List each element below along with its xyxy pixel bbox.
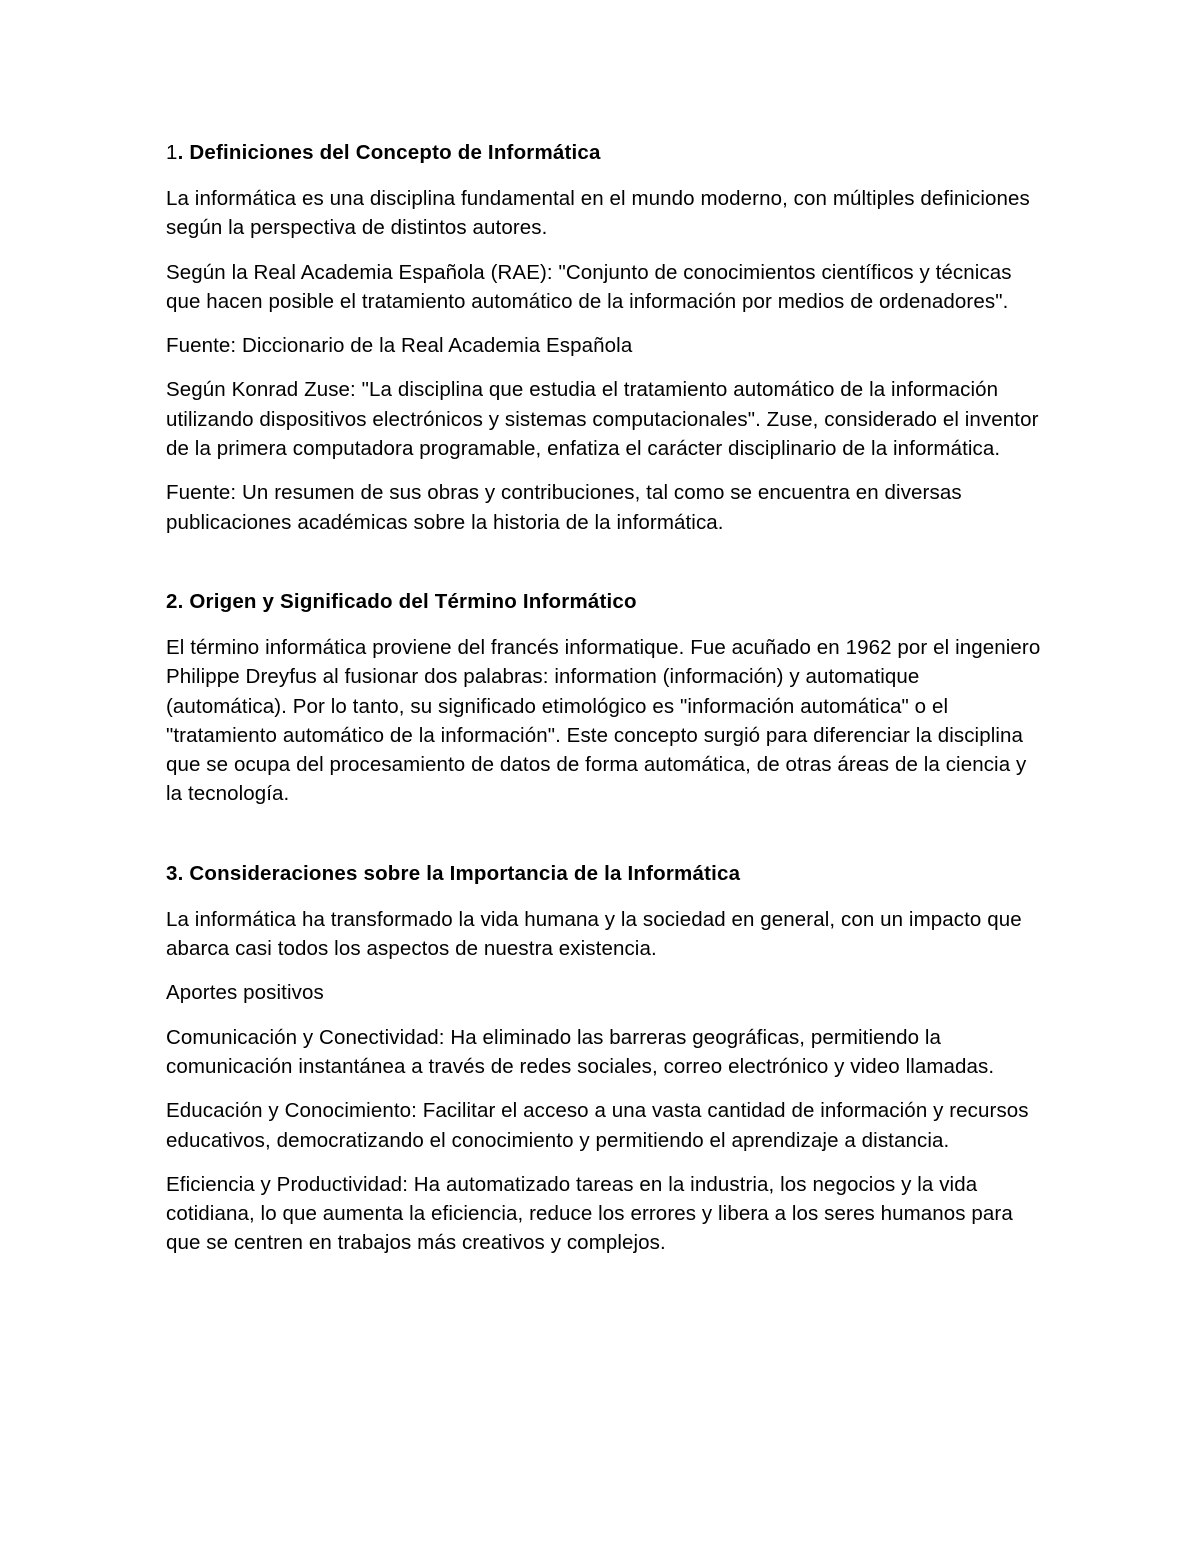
section-importancia: [166, 859, 1046, 1258]
paragraph: Según Konrad Zuse: "La disciplina que estudia el tratamiento automático de la información utilizando dispositivos electrónicos y sistemas computacionales". Zuse, considerado el inventor de la primera computadora programable, enfatiza el carácter disciplinario de la informática.: [166, 378, 1039, 461]
section-origen: [166, 587, 1046, 809]
paragraph: Educación y Conocimiento: Facilitar el acceso a una vasta cantidad de información y recursos educativos, democratizando el conocimiento y permitiendo el aprendizaje a distancia.: [166, 1099, 1029, 1152]
paragraph-source: Fuente: Un resumen de sus obras y contribuciones, tal como se encuentra en diversas publicaciones académicas sobre la historia de la informática.: [166, 481, 962, 534]
paragraph: Según la Real Academia Española (RAE): "Conjunto de conocimientos científicos y técnicas que hacen posible el tratamiento automático de la información por medios de ordenadores".: [166, 260, 1012, 313]
section-heading: [166, 138, 1046, 168]
section-definiciones: [166, 138, 1046, 537]
paragraph-source: Fuente: Diccionario de la Real Academia Española: [166, 334, 633, 358]
paragraph: Comunicación y Conectividad: Ha eliminado las barreras geográficas, permitiendo la comunicación instantánea a través de redes sociales, correo electrónico y video llamadas.: [166, 1025, 995, 1078]
paragraph: La informática ha transformado la vida humana y la sociedad en general, con un impacto que abarca casi todos los aspectos de nuestra existencia.: [166, 907, 1022, 961]
section-title: . Definiciones del Concepto de Informática: [177, 141, 601, 164]
paragraph: La informática es una disciplina fundamental en el mundo moderno, con múltiples definiciones según la perspectiva de distintos autores.: [166, 187, 1030, 240]
paragraph: El término informática proviene del francés informatique. Fue acuñado en 1962 por el ingeniero Philippe Dreyfus al fusionar dos palabras: information (información) y automatique (automática). Por lo tanto, su significado etimológico es "información automática" o el "tratamiento automático de la información". Este concepto surgió para diferenciar la disciplina que se ocupa del procesamiento de datos de forma automática, de otras áreas de la ciencia y la tecnología.: [166, 635, 1041, 806]
subheading-aportes: Aportes positivos: [166, 981, 324, 1005]
section-heading: 3. Consideraciones sobre la Importancia de la Informática: [166, 861, 741, 885]
paragraph: Eficiencia y Productividad: Ha automatizado tareas en la industria, los negocios y la vida cotidiana, lo que aumenta la eficiencia, reduce los errores y libera a los seres humanos para que se centren en trabajos más creativos y complejos.: [166, 1172, 1013, 1255]
section-heading: 2. Origen y Significado del Término Informático: [166, 589, 637, 613]
document-page: [166, 138, 1046, 1258]
section-number: 1: [166, 141, 178, 164]
